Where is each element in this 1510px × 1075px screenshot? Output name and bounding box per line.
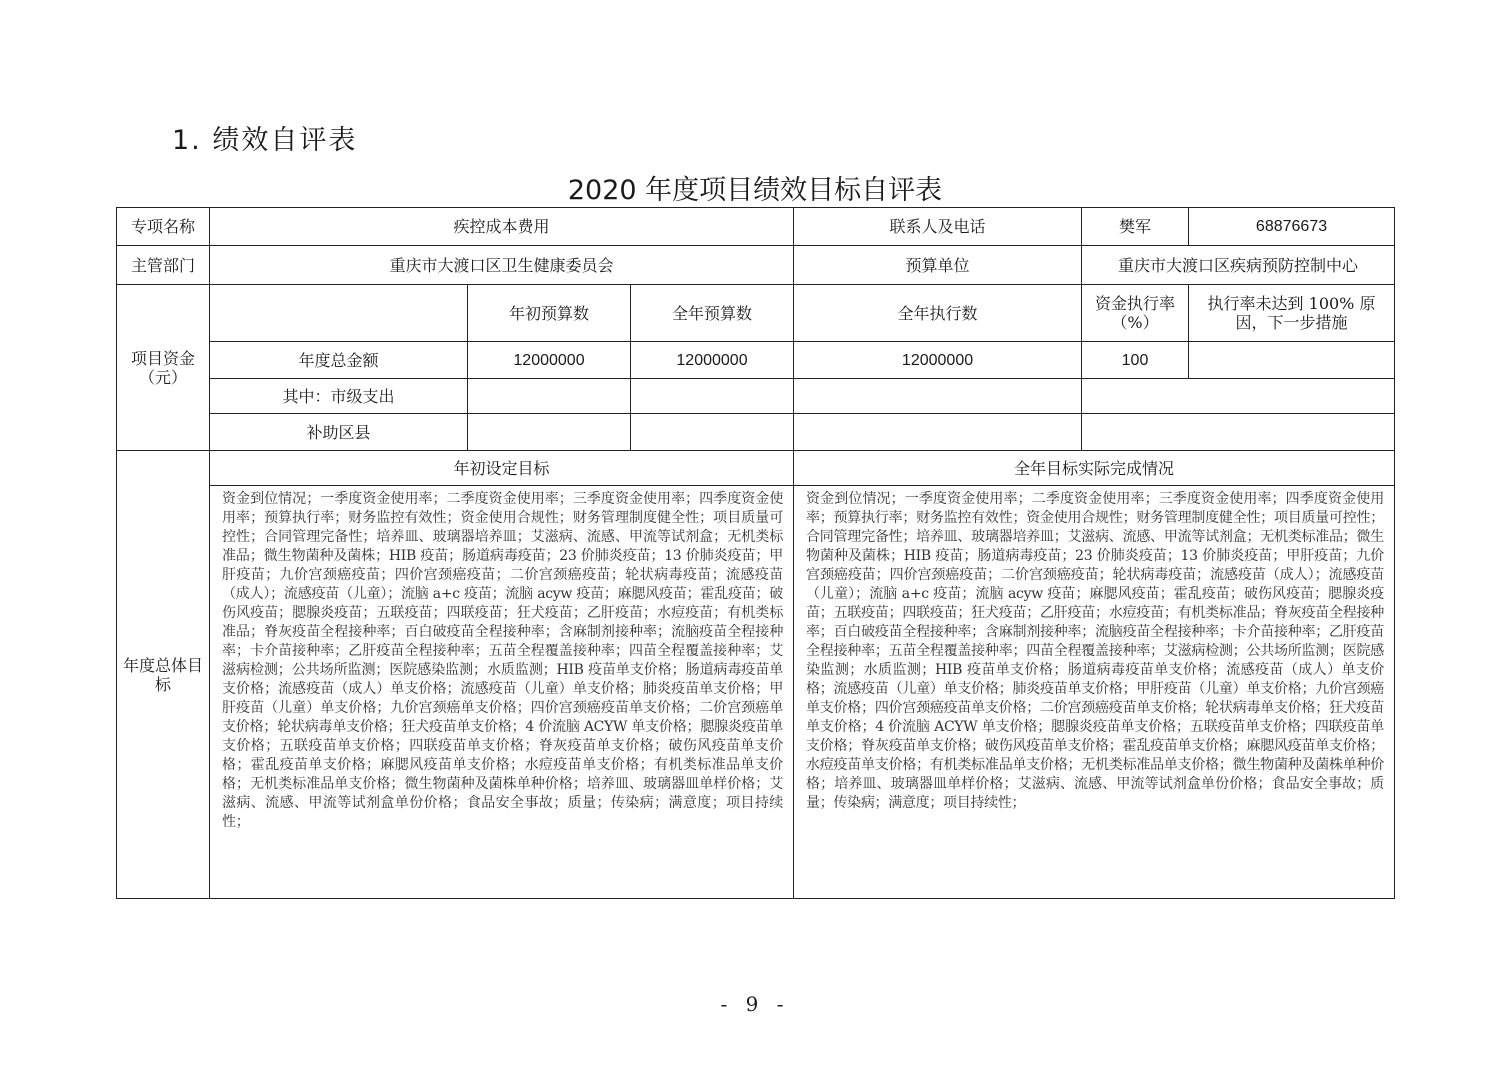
- contact-name: 樊军: [1082, 208, 1189, 246]
- actual-completion-header: 全年目标实际完成情况: [794, 451, 1395, 486]
- department-row: [117, 246, 1395, 285]
- municipal-spending-row: [117, 379, 1395, 414]
- goals-header-row: [117, 451, 1395, 486]
- department-value: 重庆市大渡口区卫生健康委员会: [210, 246, 794, 285]
- total-amount-label: 年度总金额: [210, 342, 468, 379]
- total-reason-cell: [1189, 342, 1395, 379]
- initial-goals-text: 资金到位情况；一季度资金使用率；二季度资金使用率；三季度资金使用率；四季度资金使用率；预算执行率；财务监控有效性；资金使用合规性；财务管理制度健全性；项目质量可控性；合同管理完备性；培养皿、玻璃器培养皿；艾滋病、流感、甲流等试剂盒；无机类标准品；微生物菌种及菌株；HIB 疫苗；肠道病毒疫苗；23 价肺炎疫苗；13 价肺炎疫苗；甲肝疫苗；九价宫颈癌疫苗；四价宫颈癌疫苗；二价宫颈癌疫苗；轮状病毒疫苗；流感疫苗（成人）；流感疫苗（儿童）；流脑 a+c 疫苗；流脑 acyw 疫苗；麻腮风疫苗；霍乱疫苗；破伤风疫苗；腮腺炎疫苗；五联疫苗；四联疫苗；狂犬疫苗；乙肝疫苗；水痘疫苗；有机类标准品；脊灰疫苗全程接种率；百白破疫苗全程接种率；含麻制剂接种率；流脑疫苗全程接种率；卡介苗接种率；乙肝疫苗全程接种率；五苗全程覆盖接种率；四苗全程覆盖接种率；艾滋病检测；公共场所监测；医院感染监测；水质监测；HIB 疫苗单支价格；肠道病毒疫苗单支价格；流感疫苗（成人）单支价格；流感疫苗（儿童）单支价格；肺炎疫苗单支价格；甲肝疫苗（儿童）单支价格；九价宫颈癌单支价格；四价宫颈癌疫苗单支价格；二价宫颈癌单支价格；轮状病毒单支价格；狂犬疫苗单支价格；4 价流脑 ACYW 单支价格；腮腺炎疫苗单支价格；五联疫苗单支价格；四联疫苗单支价格；脊灰疫苗单支价格；破伤风疫苗单支价格；霍乱疫苗单支价格；麻腮风疫苗单支价格；水痘疫苗单支价格；有机类标准品单支价格；无机类标准品单支价格；微生物菌种及菌株单种价格；培养皿、玻璃器皿单样价格；艾滋病、流感、甲流等试剂盒单份价格；食品安全事故；质量；传染病；满意度；项目持续性；: [210, 486, 794, 899]
- project-funds-label: 项目资金（元）: [117, 285, 210, 451]
- total-amount-row: [117, 342, 1395, 379]
- district-initial-cell: [468, 414, 631, 451]
- funds-header-row: [117, 285, 1395, 342]
- municipal-execution-cell: [794, 379, 1082, 414]
- district-execution-cell: [794, 414, 1082, 451]
- district-full-year-cell: [631, 414, 794, 451]
- project-name-value: 疾控成本费用: [210, 208, 794, 246]
- goals-body-row: [117, 486, 1395, 899]
- annual-goals-label: 年度总体目标: [117, 451, 210, 899]
- table-title: 2020 年度项目绩效目标自评表: [567, 175, 943, 206]
- municipal-initial-cell: [468, 379, 631, 414]
- actual-completion-text: 资金到位情况；一季度资金使用率；二季度资金使用率；三季度资金使用率；四季度资金使用率；预算执行率；财务监控有效性；资金使用合规性；财务管理制度健全性；项目质量可控性；合同管理完备性；培养皿、玻璃器培养皿；艾滋病、流感、甲流等试剂盒；无机类标准品；微生物菌种及菌株；HIB 疫苗；肠道病毒疫苗；23 价肺炎疫苗；13 价肺炎疫苗；甲肝疫苗；九价宫颈癌疫苗；四价宫颈癌疫苗；二价宫颈癌疫苗；轮状病毒疫苗；流感疫苗（成人）；流感疫苗（儿童）；流脑 a+c 疫苗；流脑 acyw 疫苗；麻腮风疫苗；霍乱疫苗；破伤风疫苗；腮腺炎疫苗；五联疫苗；四联疫苗；狂犬疫苗；乙肝疫苗；水痘疫苗；有机类标准品；脊灰疫苗全程接种率；百白破疫苗全程接种率；含麻制剂接种率；流脑疫苗全程接种率；卡介苗接种率；乙肝疫苗全程接种率；五苗全程覆盖接种率；四苗全程覆盖接种率；艾滋病检测；公共场所监测；医院感染监测；水质监测；HIB 疫苗单支价格；肠道病毒疫苗单支价格；流感疫苗（成人）单支价格；流感疫苗（儿童）单支价格；肺炎疫苗单支价格；甲肝疫苗（儿童）单支价格；九价宫颈癌单支价格；四价宫颈癌疫苗单支价格；二价宫颈癌疫苗单支价格；轮状病毒单支价格；狂犬疫苗单支价格；4 价流脑 ACYW 单支价格；腮腺炎疫苗单支价格；五联疫苗单支价格；四联疫苗单支价格；脊灰疫苗单支价格；破伤风疫苗单支价格；霍乱疫苗单支价格；麻腮风疫苗单支价格；水痘疫苗单支价格；有机类标准品单支价格；无机类标准品单支价格；微生物菌种及菌株单种价格；培养皿、玻璃器皿单样价格；艾滋病、流感、甲流等试剂盒单份价格；食品安全事故；质量；传染病；满意度；项目持续性；: [794, 486, 1395, 899]
- shortfall-reason-header: 执行率未达到 100% 原因，下一步措施: [1189, 285, 1395, 342]
- project-name-label: 专项名称: [117, 208, 210, 246]
- project-name-row: [117, 208, 1395, 246]
- full-year-execution-header: 全年执行数: [794, 285, 1082, 342]
- municipal-rate-cell: [1082, 379, 1395, 414]
- contact-label: 联系人及电话: [794, 208, 1082, 246]
- performance-evaluation-table: [116, 207, 1395, 899]
- total-execution: 12000000: [794, 342, 1082, 379]
- budget-unit-label: 预算单位: [794, 246, 1082, 285]
- total-execution-rate: 100: [1082, 342, 1189, 379]
- initial-goals-header: 年初设定目标: [210, 451, 794, 486]
- section-heading: 1. 绩效自评表: [172, 125, 358, 156]
- full-year-budget-header: 全年预算数: [631, 285, 794, 342]
- municipal-spending-label: 其中：市级支出: [210, 379, 468, 414]
- department-label: 主管部门: [117, 246, 210, 285]
- contact-phone: 68876673: [1189, 208, 1395, 246]
- district-subsidy-row: [117, 414, 1395, 451]
- page-number: - 9 -: [720, 992, 790, 1016]
- initial-budget-header: 年初预算数: [468, 285, 631, 342]
- funds-header-blank: [210, 285, 468, 342]
- budget-unit-value: 重庆市大渡口区疾病预防控制中心: [1082, 246, 1395, 285]
- execution-rate-header: 资金执行率（%）: [1082, 285, 1189, 342]
- total-full-year-budget: 12000000: [631, 342, 794, 379]
- total-initial-budget: 12000000: [468, 342, 631, 379]
- municipal-full-year-cell: [631, 379, 794, 414]
- district-subsidy-label: 补助区县: [210, 414, 468, 451]
- district-rate-cell: [1082, 414, 1395, 451]
